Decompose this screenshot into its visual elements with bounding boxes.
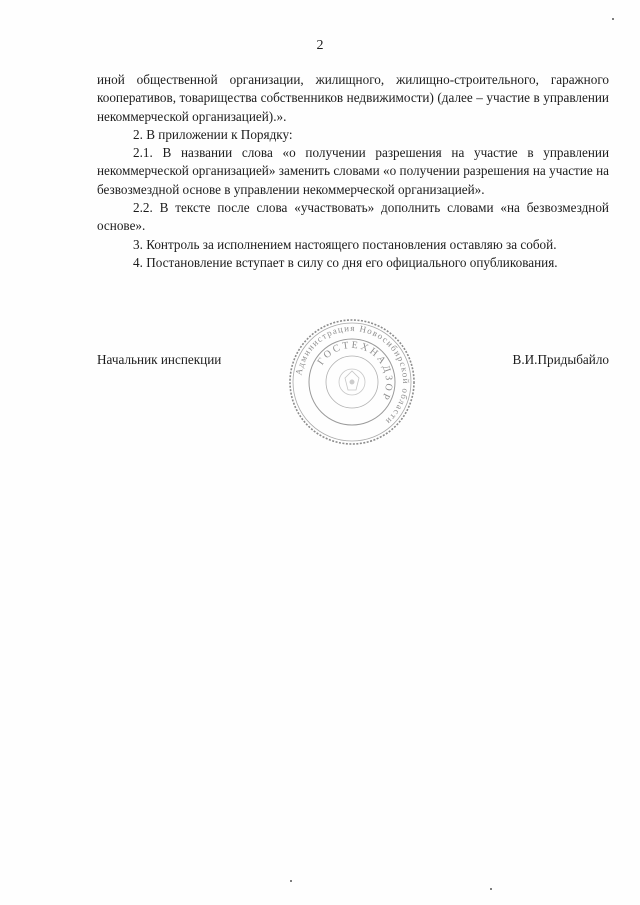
scan-speck — [612, 18, 614, 20]
seal-outer-text: Администрация Новосибирской области — [293, 322, 412, 428]
seal-emblem — [339, 369, 365, 395]
paragraph-2-2: 2.2. В тексте после слова «участвовать» дополнить словами «на безвозмездной основе». — [97, 200, 609, 234]
paragraph-3: 3. Контроль за исполнением настоящего постановления оставляю за собой. — [133, 236, 557, 252]
signatory-position: Начальник инспекции — [97, 352, 222, 367]
paragraph-2: 2. В приложении к Порядку: — [133, 126, 293, 142]
document-body — [97, 71, 609, 272]
seal-inner-text: ГОСТЕХНАДЗОР — [315, 339, 395, 404]
paragraph-2-1: 2.1. В названии слова «о получении разрешения на участие в управлении некоммерческой организацией» заменить словами «о получении разрешения на участие на безвозмездной основе в управлении некоммерческой организацией». — [97, 145, 609, 197]
scan-speck — [490, 888, 492, 890]
page-number: 2 — [316, 38, 324, 53]
official-seal — [288, 318, 416, 446]
paragraph-4: 4. Постановление вступает в силу со дня его официального опубликования. — [133, 254, 558, 270]
signatory-name: В.И.Придыбайло — [512, 352, 609, 367]
scan-speck — [290, 880, 292, 882]
paragraph-continuation: иной общественной организации, жилищного, жилищно-строительного, гаражного кооперативов, товарищества собственников недвижимости) (далее – участие в управлении некоммерческой организацией).». — [97, 72, 609, 124]
